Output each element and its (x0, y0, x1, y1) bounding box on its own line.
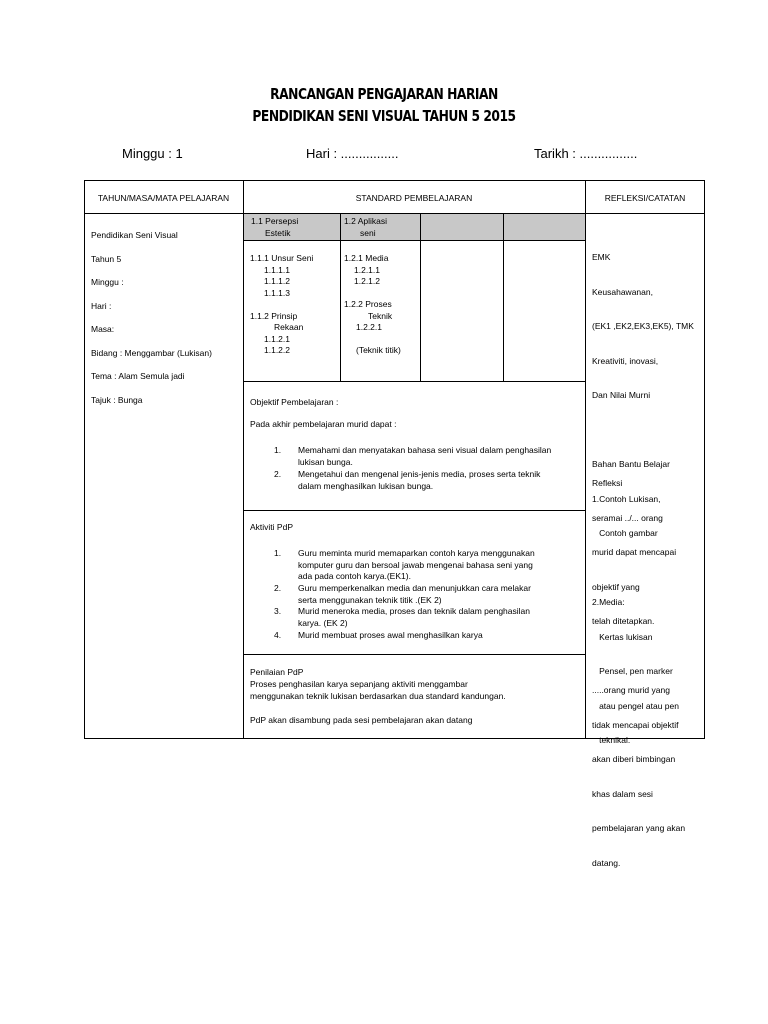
right-line: .....orang murid yang (592, 685, 670, 695)
sub-head-persepsi-2: Estetik (265, 228, 291, 238)
right-line: Refleksi (592, 478, 623, 488)
document-subtitle: PENDIDIKAN SENI VISUAL TAHUN 5 2015 (252, 107, 516, 125)
std-line: 1.1.2 Prinsip (250, 310, 298, 321)
right-line: tidak mencapai objektif (592, 719, 679, 730)
objektif-item-line: lukisan bunga. (298, 456, 353, 467)
penilaian-line: Proses penghasilan karya sepanjang aktiviti menggambar (250, 679, 468, 689)
std-line: 1.2.1.2 (354, 276, 380, 286)
right-line: pembelajaran yang akan (592, 823, 686, 833)
aktiviti-line: Guru meminta murid memaparkan contoh karya menggunakan (298, 548, 535, 558)
aktiviti-line: serta menggunakan teknik titik .(EK 2) (298, 594, 442, 605)
aktiviti-num-1: 1. (274, 548, 282, 558)
penilaian-text (250, 679, 506, 702)
aktiviti-title: Aktiviti PdP (250, 522, 293, 532)
std-line: 1.2.2 Proses (344, 299, 392, 309)
right-line: Dan Nilai Murni (592, 390, 651, 400)
penilaian-line: menggunakan teknik lukisan berdasarkan dua standard kandungan. (250, 690, 506, 701)
col-head-tahun: TAHUN/MASA/MATA PELAJARAN (97, 193, 230, 203)
std-line: (Teknik titik) (356, 345, 401, 355)
objektif-intro: Pada akhir pembelajaran murid dapat : (250, 419, 397, 429)
subgrid-divider-2 (420, 213, 421, 381)
standard-col-aplikasi (344, 253, 401, 357)
std-line (344, 288, 401, 300)
right-line (592, 651, 685, 663)
left-line: Masa: (91, 324, 115, 334)
objektif-item-line: Memahami dan menyatakan bahasa seni visual dalam penghasilan (298, 445, 552, 455)
minggu-field: Minggu : 1 (122, 146, 183, 161)
right-line: Keusahawanan, (592, 286, 653, 297)
right-line (592, 425, 694, 437)
left-line: Minggu : (91, 277, 124, 287)
right-line: (EK1 ,EK2,EK3,EK5), TMK (592, 321, 694, 331)
right-line: telah ditetapkan. (592, 616, 655, 626)
aktiviti-item-1 (298, 548, 535, 583)
std-line: 1.1.2.2 (264, 345, 290, 355)
std-line (250, 299, 313, 311)
left-line: Bidang : Menggambar (Lukisan) (91, 347, 212, 358)
aktiviti-line: ada pada contoh karya.(EK1). (298, 571, 411, 581)
sub-head-persepsi: 1.1 Persepsi (251, 216, 299, 226)
right-line: 2.Media: (592, 597, 625, 607)
right-line: atau pengel atau pen (592, 700, 679, 711)
objektif-item-line: dalam menghasilkan lukisan bunga. (298, 480, 434, 491)
subgrid-divider-3 (503, 213, 504, 381)
sub-head-aplikasi-2: seni (360, 228, 376, 238)
std-line: 1.1.1.2 (264, 276, 290, 286)
right-line: EMK (592, 252, 611, 262)
std-line: 1.2.1 Media (344, 253, 389, 263)
aktiviti-item-3 (298, 606, 530, 629)
aktiviti-line: komputer guru dan bersoal jawab mengenai bahasa seni yang (298, 559, 533, 570)
std-line: 1.1.2.1 (264, 333, 290, 344)
std-line: 1.1.1.3 (264, 287, 290, 298)
penilaian-title: Penilaian PdP (250, 667, 304, 677)
left-line: Tema : Alam Semula jadi (91, 371, 185, 381)
right-line: khas dalam sesi (592, 788, 653, 799)
sub-head-aplikasi: 1.2 Aplikasi (344, 216, 387, 226)
objektif-num-1: 1. (274, 445, 282, 455)
standard-bottom-divider (243, 381, 585, 382)
std-line (344, 334, 401, 346)
right-line: Pensel, pen marker (592, 666, 673, 676)
left-line: Tahun 5 (91, 253, 122, 264)
right-line: datang. (592, 857, 621, 868)
std-line: Rekaan (274, 322, 304, 332)
subgrid-divider-1 (340, 213, 341, 381)
right-line: Contoh gambar (592, 528, 658, 538)
objektif-num-2: 2. (274, 469, 282, 479)
right-line: 1.Contoh Lukisan, (592, 493, 661, 504)
right-line: Bahan Bantu Belajar (592, 459, 670, 469)
std-line: Teknik (368, 310, 393, 321)
objektif-item-1 (298, 445, 551, 468)
document-title: RANCANGAN PENGAJARAN HARIAN (270, 85, 498, 103)
right-line: murid dapat mencapai (592, 547, 677, 557)
right-line: seramai ../... orang (592, 512, 663, 523)
std-line: 1.2.2.1 (356, 322, 382, 332)
column-divider-2 (585, 180, 586, 739)
objektif-item-line: Mengetahui dan mengenal jenis-jenis media, proses serta teknik (298, 469, 541, 479)
left-info (91, 230, 212, 418)
aktiviti-item-2 (298, 583, 531, 606)
left-line: Pendidikan Seni Visual (91, 230, 178, 240)
right-line: Kertas lukisan (592, 631, 653, 642)
right-line: akan diberi bimbingan (592, 754, 676, 764)
objektif-item-2 (298, 469, 540, 492)
right-refleksi-block (592, 455, 685, 881)
objektif-divider (243, 510, 585, 511)
aktiviti-line: karya. (EK 2) (298, 617, 348, 628)
penilaian-note: PdP akan disambung pada sesi pembelajaran akan datang (250, 715, 473, 725)
std-line: 1.2.1.1 (354, 264, 380, 275)
standard-col-persepsi (250, 253, 313, 357)
column-divider-1 (243, 180, 244, 739)
std-line: 1.1.1 Unsur Seni (250, 253, 314, 263)
tarikh-field: Tarikh : ................ (534, 146, 638, 161)
col-head-refleksi: REFLEKSI/CATATAN (604, 193, 686, 203)
aktiviti-item-4: Murid membuat proses awal menghasilkan karya (298, 630, 483, 640)
aktiviti-num-2: 2. (274, 583, 282, 593)
right-line: teknikal. (592, 735, 631, 745)
subheader-divider (243, 240, 585, 241)
objektif-title: Objektif Pembelajaran : (250, 397, 339, 407)
aktiviti-num-3: 3. (274, 606, 282, 616)
left-line: Tajuk : Bunga (91, 394, 143, 405)
left-line: Hari : (91, 300, 112, 311)
col-head-standard: STANDARD PEMBELAJARAN (355, 193, 473, 203)
right-line: objektif yang (592, 581, 640, 592)
aktiviti-line: Murid meneroka media, proses dan teknik dalam penghasilan (298, 606, 530, 616)
right-line: Kreativiti, inovasi, (592, 355, 659, 366)
std-line: 1.1.1.1 (264, 264, 290, 275)
aktiviti-divider (243, 654, 585, 655)
hari-field: Hari : ................ (306, 146, 399, 161)
aktiviti-line: Guru memperkenalkan media dan menunjukkan cara melakar (298, 583, 531, 593)
aktiviti-num-4: 4. (274, 630, 282, 640)
